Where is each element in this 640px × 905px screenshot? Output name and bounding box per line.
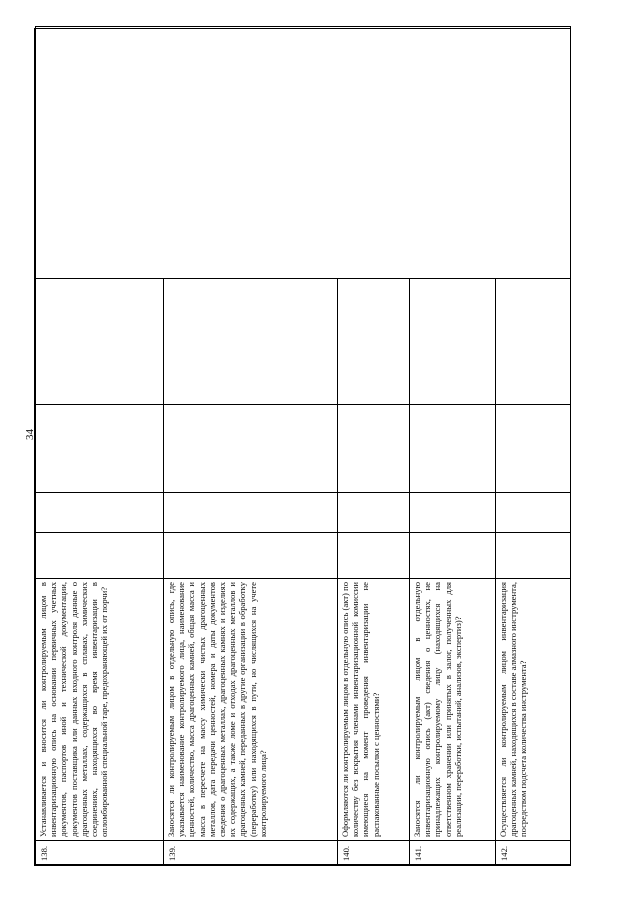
row-number: 142.	[496, 841, 571, 865]
answer-cell	[338, 279, 410, 405]
question-cell: Оформляются ли контролируемым лицом в отдельную опись (акт) по количеству без вскрытия членами инвентаризационной комиссии имеющиеся на момент проведения инвентаризации не распакованные посылки с ценностями?	[338, 579, 410, 841]
answer-cell	[338, 493, 410, 533]
question-cell: Устанавливается и вносится ли контролируемым лицом в инвентаризационную опись на основании первичных учетных документов, паспортов иной и технической документации, документов поставщика или данных входного контроля данные о драгоценных металлах, содержащихся в сплавах, химических соединениях, находящихся во время инвентаризации в опломбированной специальной таре, предохраняющей их от порчи?	[36, 579, 164, 841]
row-number: 139.	[164, 841, 338, 865]
checklist-sheet	[34, 28, 571, 866]
question-cell: Заносятся ли контролируемым лицом в отдельную инвентаризационную опись (акт) сведения о ценностях, не принадлежащих контролируемому лицу (находящихся на ответственном хранении или принятых в залог, полученных для реализации, переработки, испытаний, анализов, экспертиз)?	[410, 579, 496, 841]
row-number: 138.	[36, 841, 164, 865]
answer-cell	[496, 405, 571, 493]
answer-cell	[36, 533, 164, 579]
question-cell: Заносятся ли контролируемым лицом в отдельную опись, где указывается наименование контролируемого лица, наименование ценностей, количество, масса драгоценных камней, общая масса и масса в пересчете на массу химически чистых драгоценных металлов, дата передачи ценностей, номера и даты документов сведения о драгоценных металлах, драгоценных камнях и изделиях их содержащих, а также ломе и отходах драгоценных металлов и драгоценных камней, переданных в другие организации в обработку (переработку) или находящихся в пути, но числящихся на учете контролируемого лица?	[164, 579, 338, 841]
answer-cell	[338, 405, 410, 493]
answer-cell	[410, 405, 496, 493]
answer-cell	[36, 405, 164, 493]
answer-cell	[164, 533, 338, 579]
answer-cell	[164, 493, 338, 533]
answer-cell	[410, 493, 496, 533]
answer-cell	[496, 279, 571, 405]
answer-cell	[496, 493, 571, 533]
answer-cell	[36, 493, 164, 533]
question-cell: Осуществляется ли контролируемым лицом инвентаризация драгоценных камней, находящихся в составе алмазного инструмента, посредством подсчета количества инструмента?	[496, 579, 571, 841]
checklist-table	[35, 26, 571, 865]
answer-cell	[36, 279, 164, 405]
answer-cell	[338, 533, 410, 579]
page-number: 34	[24, 429, 36, 440]
row-number: 141.	[410, 841, 496, 865]
answer-cell	[410, 279, 496, 405]
remarks-cell	[36, 27, 571, 279]
answer-cell	[164, 405, 338, 493]
row-number: 140.	[338, 841, 410, 865]
table-row	[36, 27, 164, 865]
answer-cell	[496, 533, 571, 579]
answer-cell	[410, 533, 496, 579]
answer-cell	[164, 279, 338, 405]
